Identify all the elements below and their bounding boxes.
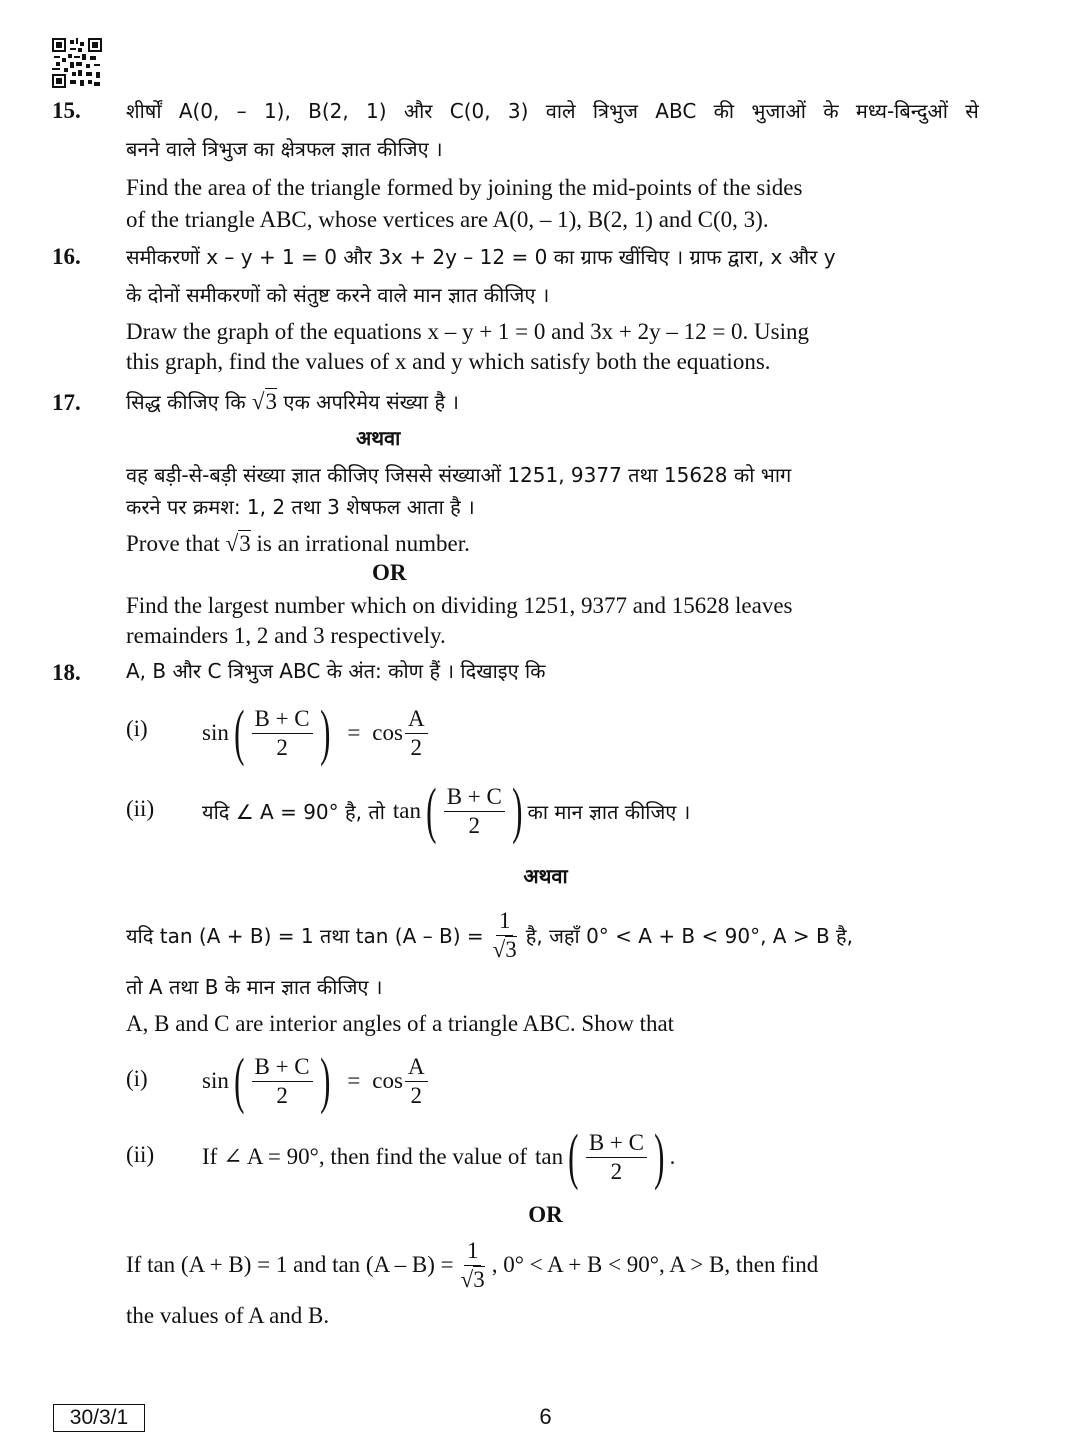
or-hindi-18: अथवा: [523, 864, 568, 888]
en-ii-pre: If ∠ A = 90°, then find the value of: [202, 1144, 528, 1169]
q15-hindi-line-2: बनने वाले त्रिभुज का क्षेत्रफल ज्ञात कीजिए ।: [126, 137, 443, 161]
hi-or-pre: यदि tan (A + B) = 1 तथा tan (A – B) =: [126, 923, 484, 948]
frac-denominator: 2: [410, 1082, 423, 1108]
frac-numerator: B + C: [252, 705, 313, 734]
q15-hindi-line-1: शीर्षों A(0, – 1), B(2, 1) और C(0, 3) वाले त्रिभुज ABC की भुजाओं के मध्य-बिन्दुओं से: [126, 99, 979, 123]
frac-numerator: B + C: [252, 1053, 313, 1082]
frac-denominator: 2: [276, 734, 288, 760]
paren-group: ( $\frac{B + C}{2}$ ): [568, 1123, 665, 1191]
en-ii-post: .: [669, 1144, 676, 1169]
q16-english-line-1: Draw the graph of the equations x – y + 1 = 0 and 3x + 2y – 12 = 0. Using: [126, 319, 810, 344]
paper-code: 30/3/1: [53, 1404, 145, 1432]
formula-i-hindi: [202, 700, 430, 766]
or-hindi-17: अथवा: [356, 426, 401, 450]
tan-fn: tan: [392, 798, 422, 823]
paren-group: ( $\frac{B + C}{2}$ ): [426, 777, 523, 845]
or-english-17: OR: [372, 560, 407, 585]
q18-english-or-line-2: the values of A and B.: [126, 1303, 330, 1328]
q17-hindi-or-line-2: करने पर क्रमश: 1, 2 तथा 3 शेषफल आता है ।: [126, 495, 475, 519]
q16-hindi-line-1: समीकरणों x – y + 1 = 0 और 3x + 2y – 12 = 0 का ग्राफ खींचिए । ग्राफ द्वारा, x और y: [126, 245, 836, 269]
frac-numerator: A: [405, 705, 428, 734]
frac-numerator: B + C: [444, 783, 505, 812]
q17-hindi-statement: [126, 386, 459, 418]
frac-denominator: 2: [468, 812, 481, 838]
q17-hindi-pre: सिद्ध कीजिए कि: [126, 390, 246, 414]
frac-numerator: B + C: [586, 1129, 647, 1158]
frac-1-over-sqrt3: [458, 1237, 488, 1294]
en-or-pre: If tan (A + B) = 1 and tan (A – B) =: [126, 1252, 454, 1277]
question-number-16: 16.: [52, 244, 81, 269]
q17-hindi-post: एक अपरिमेय संख्या है ।: [283, 390, 460, 414]
formula-i-english: [202, 1048, 430, 1114]
equals-sign: =: [347, 720, 361, 745]
question-number-15: 15.: [52, 98, 81, 123]
sqrt-3-en: √3: [225, 531, 251, 556]
frac-denominator: √3: [460, 1266, 485, 1292]
frac-a-over-2: [405, 1053, 428, 1110]
tan-fn: tan: [535, 1144, 564, 1169]
sqrt-radicand-en: 3: [239, 531, 251, 556]
q17-english-statement: [126, 528, 470, 559]
sin-fn: sin: [202, 1068, 229, 1093]
frac-denominator: 2: [276, 1082, 288, 1108]
hi-ii-post: का मान ज्ञात कीजिए ।: [527, 799, 691, 824]
or-english-18: OR: [528, 1202, 563, 1227]
formula-ii-english: [202, 1124, 675, 1190]
q16-hindi-line-2: के दोनों समीकरणों को संतुष्ट करने वाले मान ज्ञात कीजिए ।: [126, 283, 550, 307]
q17-english-pre: Prove that: [126, 531, 220, 556]
hi-or-post: है, जहाँ 0° < A + B < 90°, A > B है,: [525, 923, 854, 948]
frac-numerator: 1: [464, 1237, 482, 1266]
q17-english-or-line-1: Find the largest number which on dividing 1251, 9377 and 15628 leaves: [126, 593, 793, 618]
paren-group: ( $\frac{B + C}{2}$ ): [234, 699, 331, 767]
q17-hindi-or-line-1: वह बड़ी-से-बड़ी संख्या ज्ञात कीजिए जिससे संख्याओं 1251, 9377 तथा 15628 को भाग: [126, 463, 792, 487]
frac-1-over-sqrt3: [490, 907, 520, 964]
part-i-label: (i): [126, 716, 148, 741]
question-number-18: 18.: [52, 660, 81, 685]
frac-a-over-2: [405, 705, 428, 762]
formula-ii-hindi: [202, 778, 690, 844]
frac-numerator: 1: [496, 907, 514, 936]
frac-denominator: √3: [492, 936, 517, 962]
q18-hindi-or-line-2: तो A तथा B के मान ज्ञात कीजिए ।: [126, 975, 383, 999]
equals-sign: =: [347, 1068, 361, 1093]
frac-denominator: 2: [410, 734, 423, 760]
en-or-post: , 0° < A + B < 90°, A > B, then find: [491, 1252, 819, 1277]
sqrt-radicand: 3: [265, 389, 278, 414]
part-ii-label-en: (ii): [126, 1142, 155, 1167]
english-or-formula: [126, 1232, 818, 1298]
paren-group: ( $\frac{B + C}{2}$ ): [234, 1047, 331, 1115]
question-number-17: 17.: [52, 390, 81, 415]
q15-english-line-1: Find the area of the triangle formed by joining the mid-points of the sides: [126, 175, 803, 200]
sin-fn: sin: [202, 720, 229, 745]
cos-fn: cos: [372, 720, 403, 745]
frac-denominator: 2: [610, 1158, 623, 1184]
hindi-or-formula: [126, 902, 853, 968]
part-ii-label: (ii): [126, 796, 155, 821]
frac-numerator: A: [405, 1053, 428, 1082]
q17-english-or-line-2: remainders 1, 2 and 3 respectively.: [126, 623, 446, 648]
cos-fn: cos: [372, 1068, 403, 1093]
q17-english-post: is an irrational number.: [256, 531, 470, 556]
sqrt-3: √3: [251, 389, 278, 414]
hi-ii-pre: यदि ∠ A = 90° है, तो: [202, 799, 385, 824]
page-number: 6: [539, 1404, 552, 1429]
q15-english-line-2: of the triangle ABC, whose vertices are A(0, – 1), B(2, 1) and C(0, 3).: [126, 207, 769, 232]
q18-english-intro: A, B and C are interior angles of a triangle ABC. Show that: [126, 1011, 675, 1036]
q16-english-line-2: this graph, find the values of x and y which satisfy both the equations.: [126, 349, 771, 374]
part-i-label-en: (i): [126, 1066, 148, 1091]
q18-hindi-intro: A, B और C त्रिभुज ABC के अंत: कोण हैं । दिखाइए कि: [126, 659, 546, 683]
qr-code: [52, 38, 102, 88]
